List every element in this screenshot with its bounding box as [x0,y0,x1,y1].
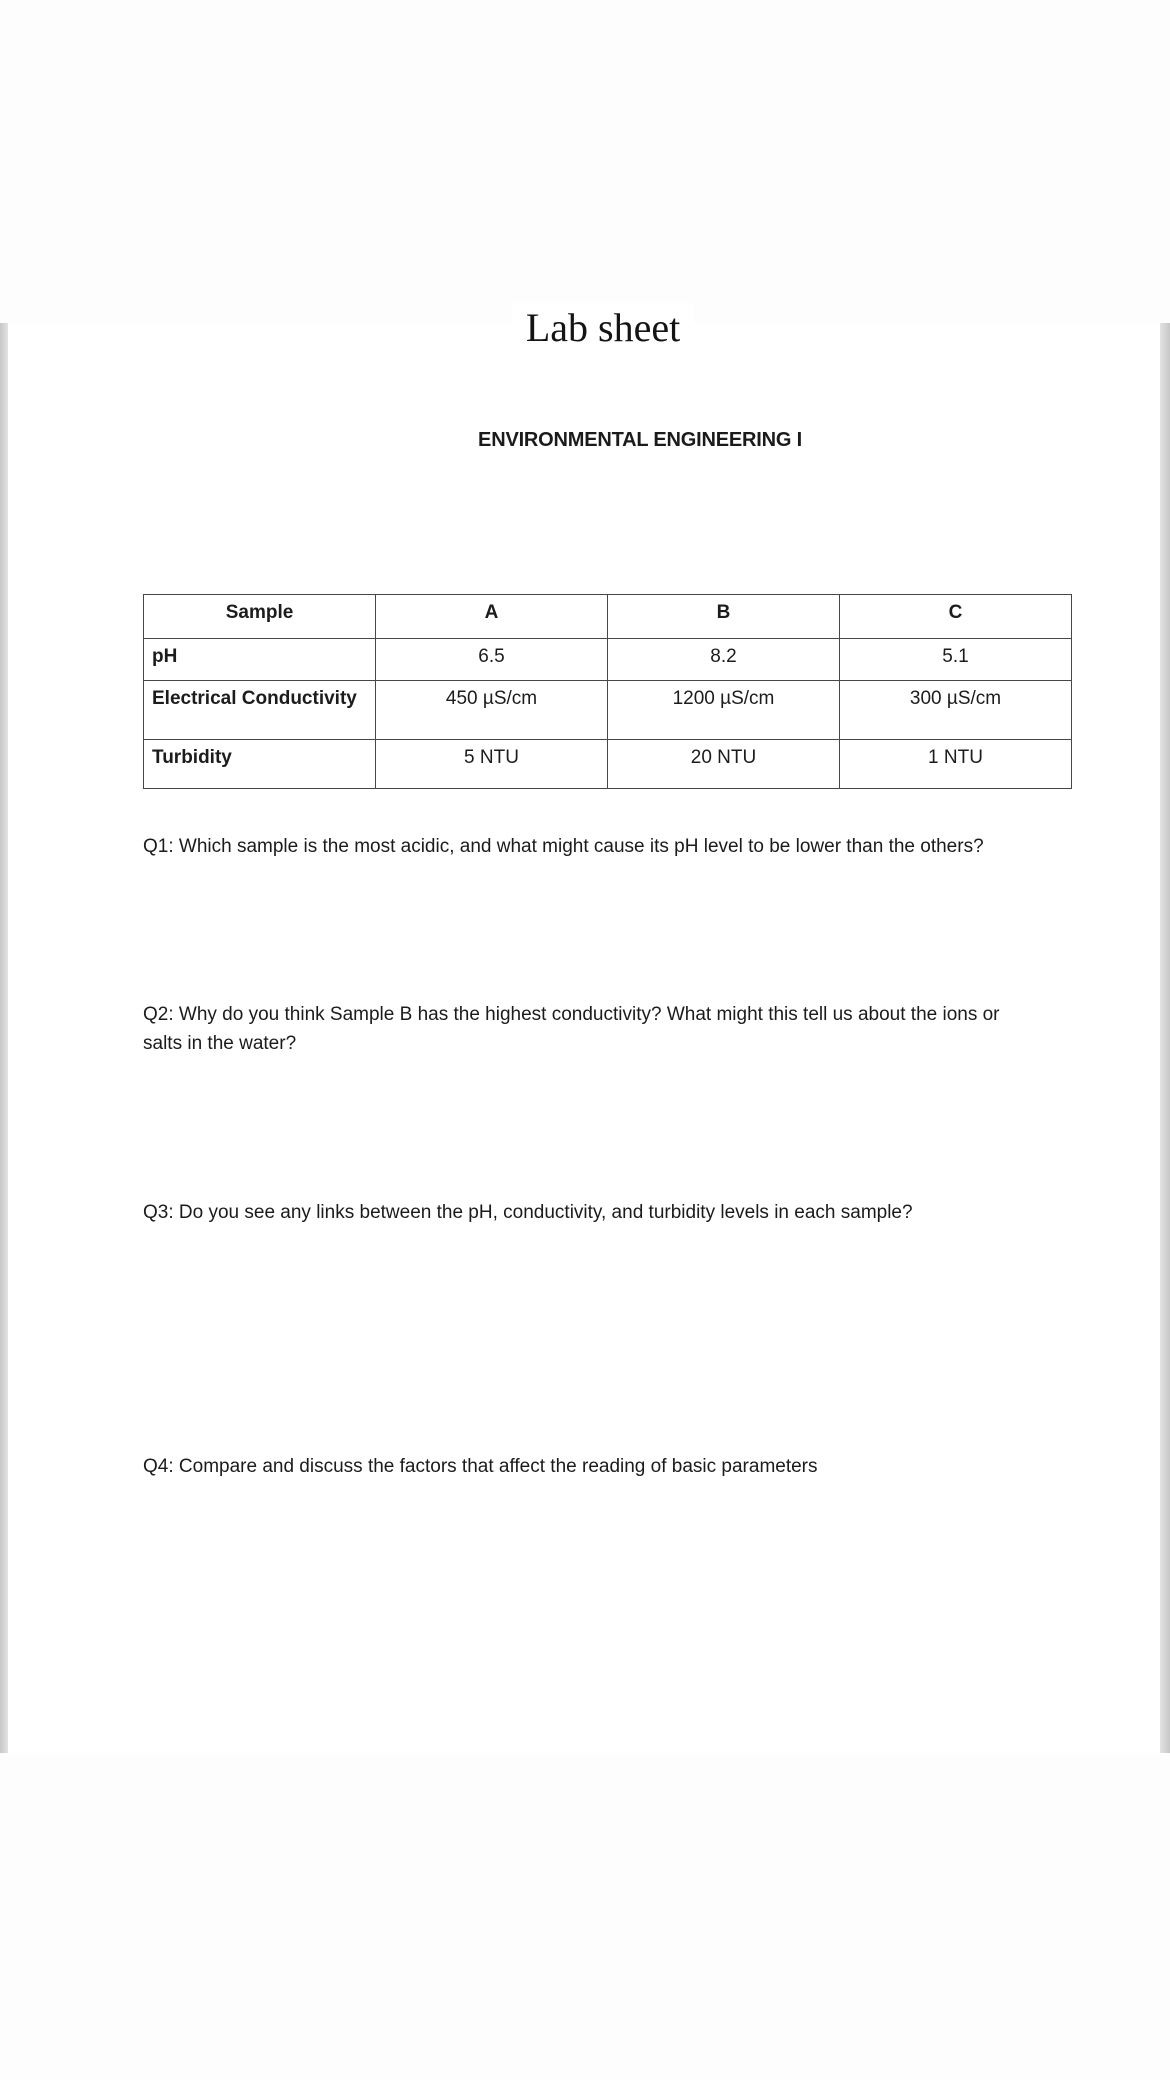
turbidity-value-b: 20 NTU [608,740,840,789]
document-title: Lab sheet [512,303,694,353]
table-header-c: C [840,595,1072,639]
question-3: Q3: Do you see any links between the pH, conductivity, and turbidity levels in each sample? [143,1202,913,1223]
question-2: Q2: Why do you think Sample B has the highest conductivity? What might this tell us about the ions or salts in the water? [143,1004,1000,1054]
turbidity-value-a: 5 NTU [376,740,608,789]
conductivity-value-c: 300 µS/cm [840,681,1072,740]
course-heading: ENVIRONMENTAL ENGINEERING I [478,428,802,451]
page-right-edge-shadow [1160,323,1170,1753]
question-4: Q4: Compare and discuss the factors that affect the reading of basic parameters [143,1456,818,1477]
page-left-edge-shadow [0,323,8,1753]
table-row-ph [144,639,1072,681]
table-header-b: B [608,595,840,639]
conductivity-value-b: 1200 µS/cm [608,681,840,740]
ph-value-c: 5.1 [840,639,1072,681]
table-header-a: A [376,595,608,639]
turbidity-value-c: 1 NTU [840,740,1072,789]
table-header-sample: Sample [144,595,376,639]
water-samples-table [143,594,1072,789]
table-row-conductivity [144,681,1072,740]
ph-value-b: 8.2 [608,639,840,681]
table-row-turbidity [144,740,1072,789]
conductivity-value-a: 450 µS/cm [376,681,608,740]
table-header-row [144,595,1072,639]
question-1: Q1: Which sample is the most acidic, and what might cause its pH level to be lower than the others? [143,836,984,857]
ph-value-a: 6.5 [376,639,608,681]
row-label-turbidity: Turbidity [144,740,376,789]
row-label-ph: pH [144,639,376,681]
row-label-conductivity: Electrical Conductivity [144,681,376,740]
